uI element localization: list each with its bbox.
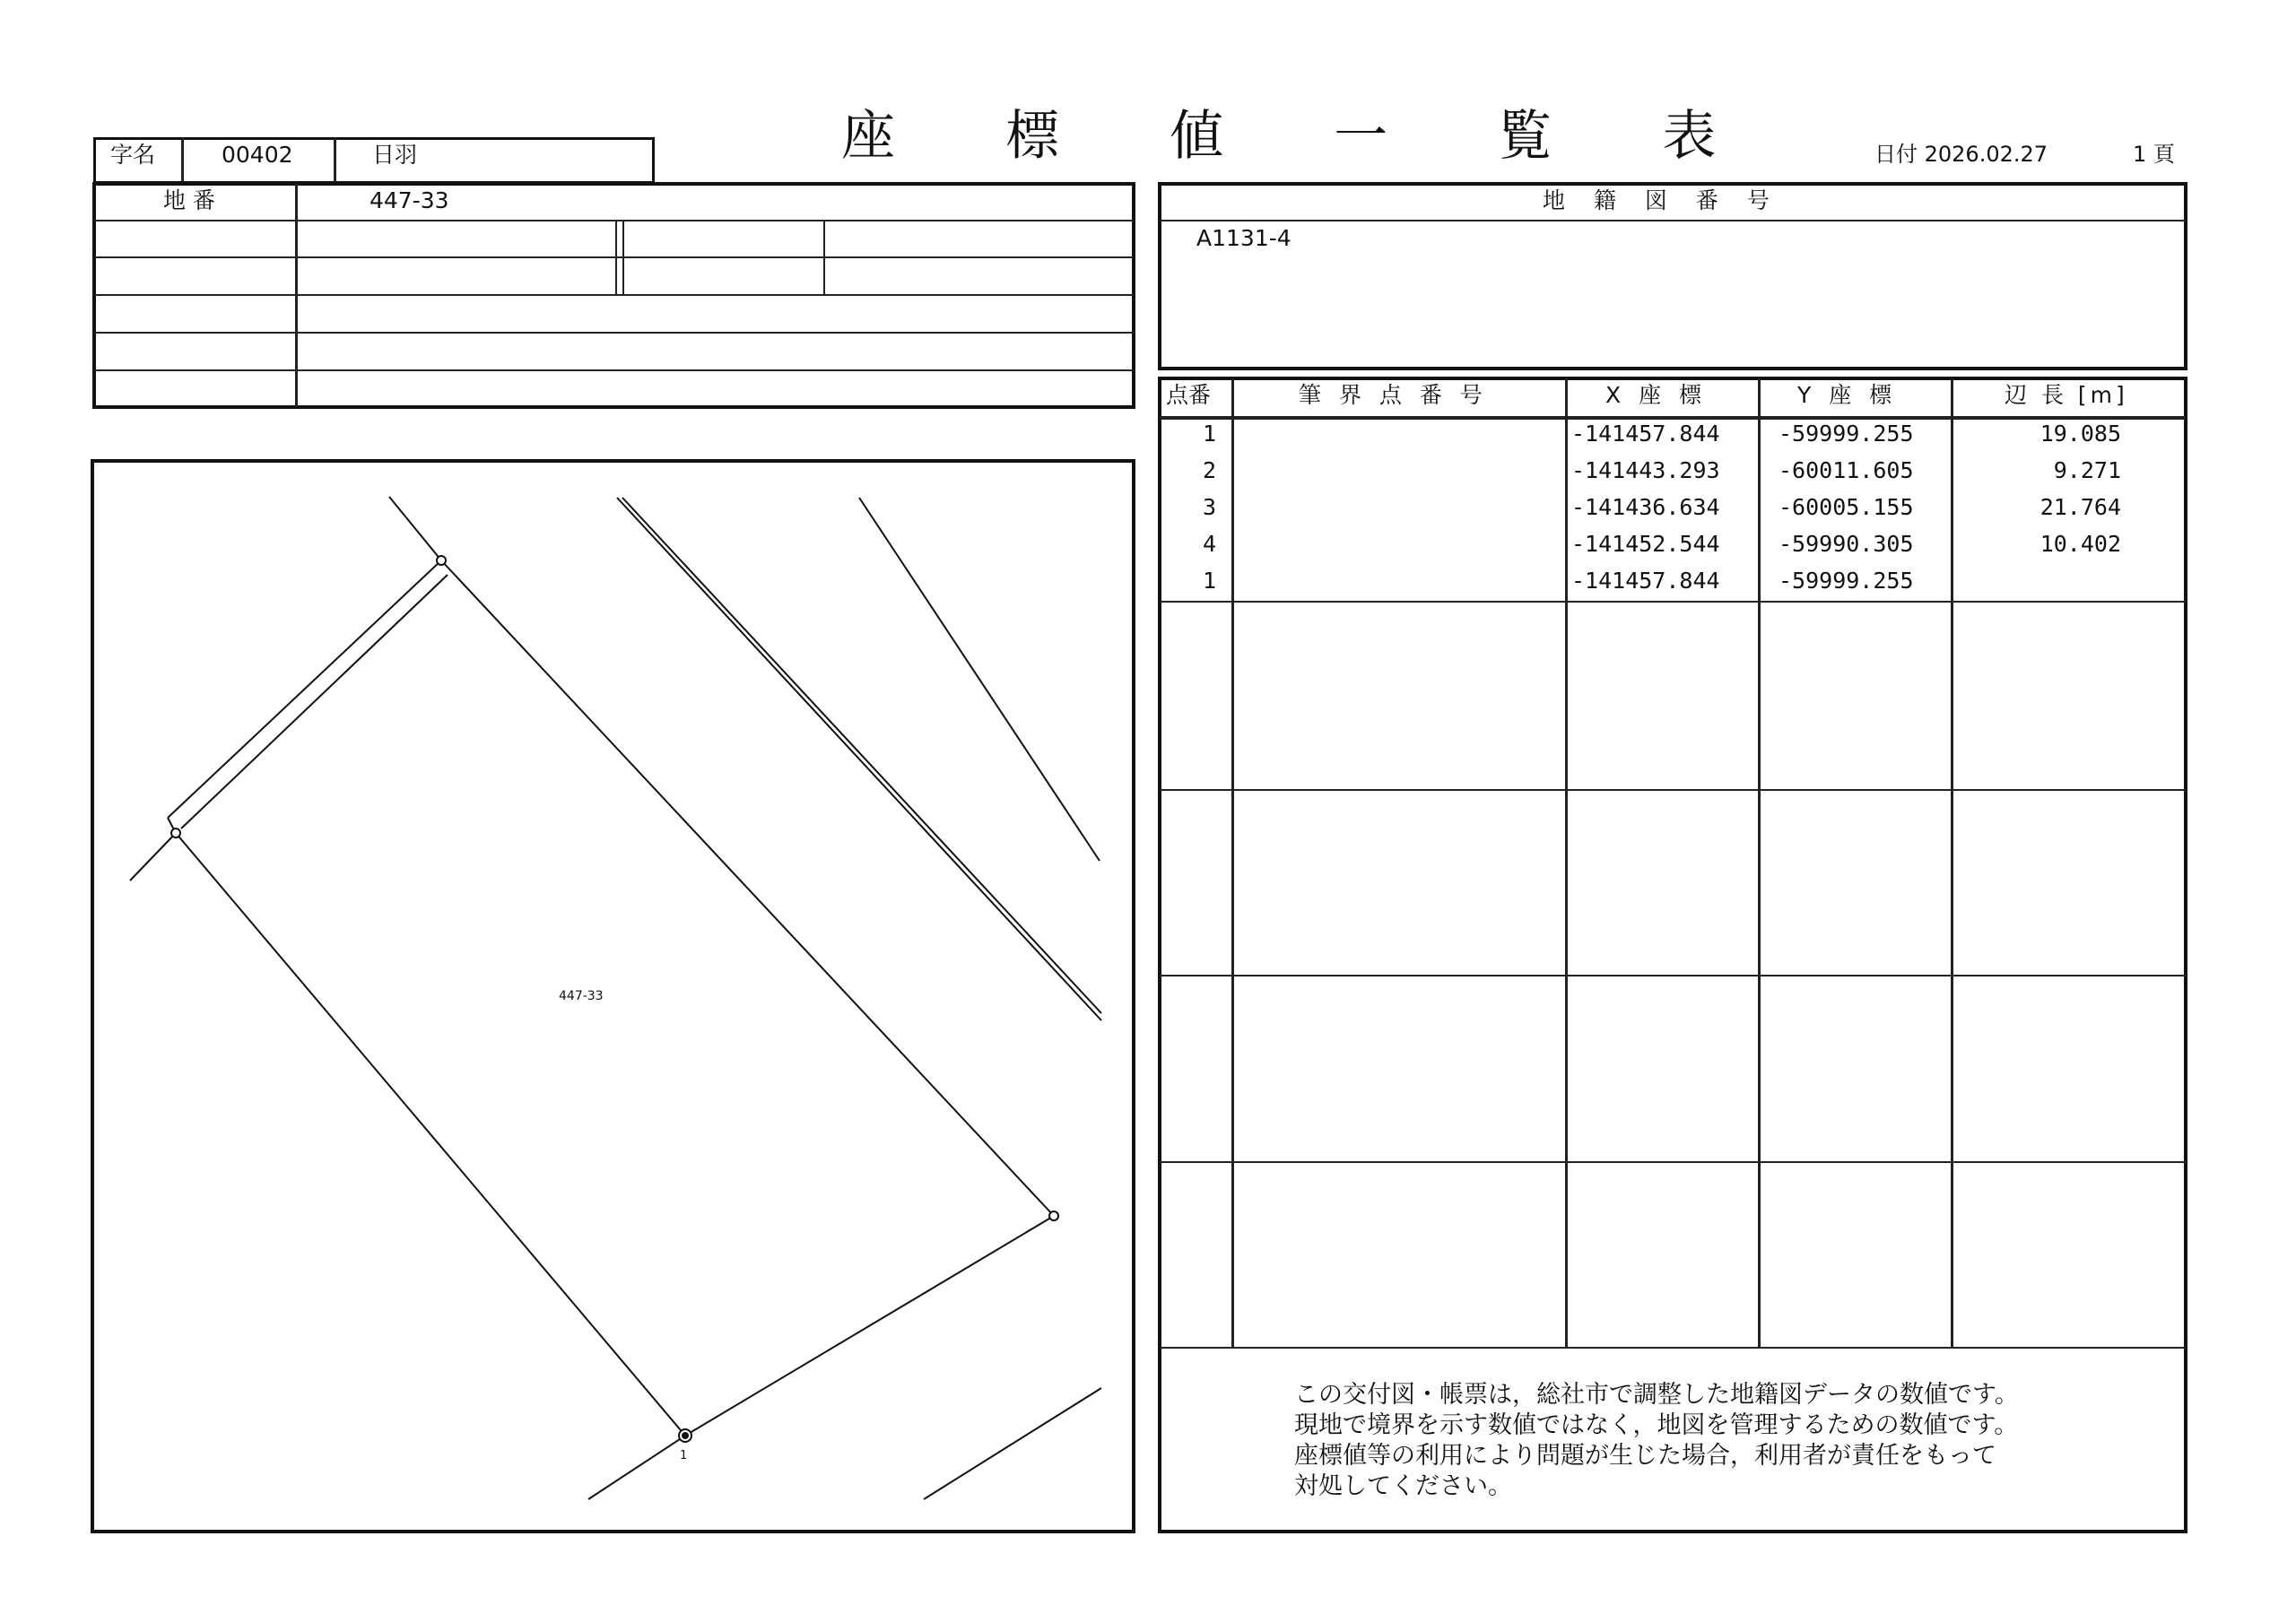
date-label: 日付 2026.02.27 — [1874, 142, 2048, 167]
row-x: -141457.844 — [1571, 568, 1720, 594]
boundary-point-marker — [1049, 1211, 1058, 1220]
header-point: 点番 — [1166, 382, 1212, 408]
map-number-value: A1131-4 — [1196, 225, 1292, 251]
parcel-label: 447-33 — [559, 989, 604, 1003]
boundary-point-marker — [437, 556, 446, 565]
page-number: 1 頁 — [2133, 142, 2175, 167]
row-x: -141436.634 — [1571, 494, 1720, 520]
row-point: 1 — [1203, 421, 1217, 447]
row-y: -59999.255 — [1779, 421, 1914, 447]
row-point: 3 — [1203, 494, 1217, 520]
row-length: 21.764 — [2039, 494, 2121, 520]
road-line — [617, 498, 1101, 1020]
parcel-edge — [168, 560, 441, 818]
notice-line: 対処してください。 — [1294, 1472, 1512, 1500]
row-length: 19.085 — [2039, 421, 2121, 447]
page-title: 座 標 値 一 覧 表 — [841, 105, 1763, 168]
row-y: -59999.255 — [1779, 568, 1914, 594]
row-point: 2 — [1203, 457, 1217, 483]
row-x: -141443.293 — [1571, 457, 1720, 483]
aza-name: 日羽 — [372, 142, 418, 168]
notice-line: 座標値等の利用により問題が生じた場合，利用者が責任をもって — [1294, 1442, 1996, 1470]
chiban-value: 447-33 — [370, 187, 449, 213]
notice-line: この交付図・帳票は，総社市で調整した地籍図データの数値です。 — [1294, 1381, 2019, 1409]
point-label: 1 — [680, 1449, 688, 1462]
header-y: Y 座 標 — [1797, 382, 1898, 408]
parcel-edge — [685, 1216, 1054, 1436]
header-x: X 座 標 — [1605, 382, 1708, 408]
header-length: 辺 長 [m] — [2005, 382, 2128, 408]
boundary-point-marker — [171, 829, 180, 838]
header-boundary: 筆 界 点 番 号 — [1299, 382, 1488, 408]
row-length: 10.402 — [2039, 531, 2121, 557]
notice-line: 現地で境界を示す数値ではなく，地図を管理するための数値です。 — [1294, 1411, 2019, 1439]
parcel-edge — [176, 833, 685, 1436]
row-x: -141457.844 — [1571, 421, 1720, 447]
row-length: 9.271 — [2053, 457, 2121, 483]
row-y: -60005.155 — [1779, 494, 1914, 520]
row-x: -141452.544 — [1571, 531, 1720, 557]
row-y: -60011.605 — [1779, 457, 1914, 483]
parcel-edge — [441, 560, 1054, 1216]
row-point: 1 — [1203, 568, 1217, 594]
row-y: -59990.305 — [1779, 531, 1914, 557]
row-point: 4 — [1203, 531, 1217, 557]
aza-label: 字名 — [110, 142, 156, 168]
aza-code: 00402 — [222, 142, 293, 168]
chiban-label: 地 番 — [163, 187, 215, 213]
map-number-label: 地 籍 図 番 号 — [1543, 187, 1780, 213]
